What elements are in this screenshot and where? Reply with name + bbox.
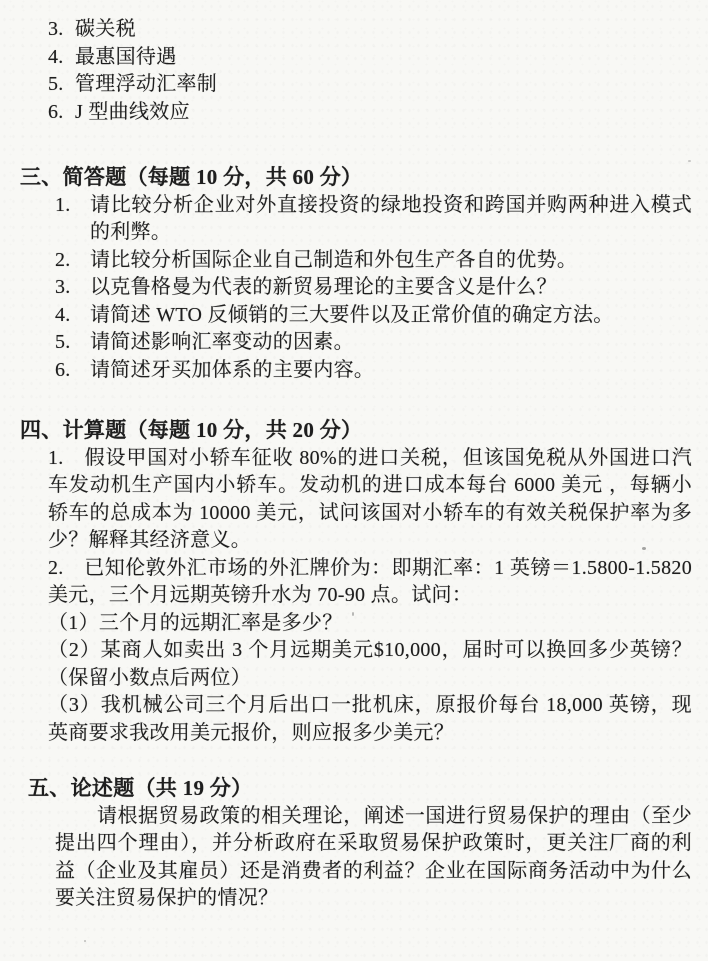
question-list [55, 192, 692, 385]
sub-question: （1）三个月的远期汇率是多少？ [48, 611, 343, 634]
problem-number: 1. [48, 446, 64, 469]
item-text: 请简述影响汇率变动的因素。 [90, 331, 354, 353]
essay-paragraph: 请根据贸易政策的相关理论，阐述一国进行贸易保护的理由（至少提出四个理由），并分析政府在采取贸易保护政策时，更关注厂商的利益（企业及其雇员）还是消费者的利益？企业在国际商务活动中为什么要关注贸易保护的情况？ [55, 804, 692, 909]
item-text: 请简述牙买加体系的主要内容。 [90, 358, 375, 381]
list-item [48, 71, 692, 99]
section-essay [20, 775, 692, 913]
list-item [48, 16, 692, 44]
section-heading: 五、论述题（共 19 分） [28, 776, 253, 800]
item-number: 4. [55, 303, 71, 326]
list-item [55, 302, 692, 330]
problem-paragraph [48, 445, 692, 555]
list-item [55, 357, 692, 385]
list-item [55, 192, 692, 247]
scan-speck [352, 612, 354, 616]
scan-speck [642, 547, 646, 550]
section-heading: 三、简答题（每题 10 分，共 60 分） [20, 165, 363, 189]
sub-question: （3）我机械公司三个月后出口一批机床，原报价每台 18,000 英镑，现英商要求我改用美元报价，则应报多少美元？ [48, 694, 692, 744]
section-calculation [20, 417, 692, 747]
list-item [48, 99, 692, 127]
section-short-answer [20, 164, 692, 384]
problem-paragraph [48, 555, 692, 610]
problem-text: 假设甲国对小轿车征收 80%的进口关税，但该国免税从外国进口汽车发动机生产国内小轿车。发动机的进口成本每台 6000 美元 ，每辆小轿车的总成本为 10000 美元，试问该国对小轿车的有效关税保护率为多少？解释其经济意义。 [48, 446, 692, 551]
list-item [55, 247, 692, 275]
item-text: 管理浮动汇率制 [75, 73, 218, 95]
item-number: 6. [48, 100, 64, 123]
section-heading: 四、计算题（每题 10 分，共 20 分） [20, 418, 363, 442]
item-number: 5. [48, 73, 64, 95]
item-text: 请简述 WTO 反倾销的三大要件以及正常价值的确定方法。 [90, 303, 614, 326]
problem-text: 已知伦敦外汇市场的外汇牌价为：即期汇率：1 英镑＝1.5800-1.5820 美元，三个月远期英镑升水为 70-90 点。试问： [48, 556, 692, 606]
sub-question: （2）某商人如卖出 3 个月远期美元$10,000，届时可以换回多少英镑？（保留小数点后两位） [48, 639, 692, 689]
item-text: 碳关税 [75, 18, 136, 40]
item-number: 3. [48, 18, 64, 40]
item-text: 请比较分析国际企业自己制造和外包生产各自的优势。 [90, 248, 578, 271]
list-item [48, 44, 692, 72]
item-number: 1. [55, 193, 71, 216]
item-text: 最惠国待遇 [75, 45, 177, 68]
item-number: 4. [48, 45, 64, 68]
item-number: 5. [55, 331, 71, 353]
item-text: 请比较分析企业对外直接投资的绿地投资和跨国并购两种进入模式的利弊。 [90, 193, 692, 243]
list-item [55, 274, 692, 302]
item-text: J 型曲线效应 [75, 100, 190, 123]
item-number: 6. [55, 358, 71, 381]
item-number: 3. [55, 276, 71, 298]
item-number: 2. [55, 248, 71, 271]
scan-speck [84, 940, 86, 942]
scan-speck [688, 160, 691, 162]
item-text: 以克鲁格曼为代表的新贸易理论的主要含义是什么？ [90, 276, 557, 298]
list-item [55, 329, 692, 357]
problem-number: 2. [48, 556, 64, 579]
term-list [48, 14, 692, 126]
